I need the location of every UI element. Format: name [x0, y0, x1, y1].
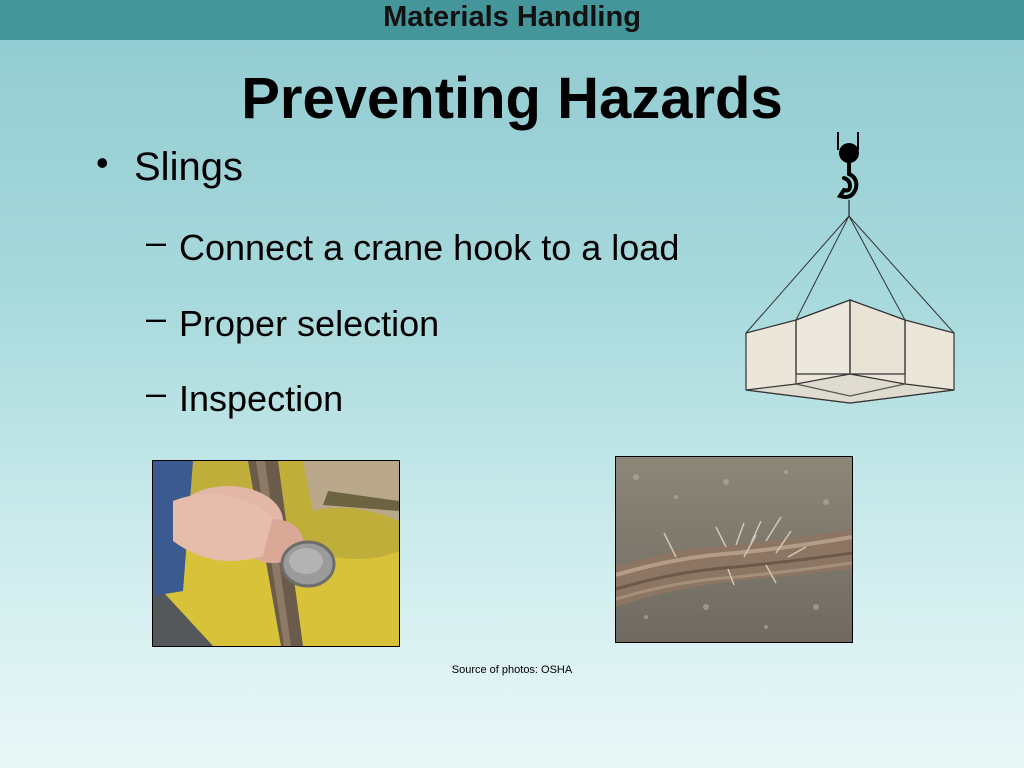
bullet-marker: •	[96, 142, 109, 183]
slide-title: Preventing Hazards	[241, 66, 783, 131]
bullet-text: Slings	[134, 145, 243, 189]
subitem-text: Proper selection	[179, 303, 440, 344]
photo-sling-tag	[152, 460, 400, 647]
subitem-text: Inspection	[179, 378, 344, 419]
header-title: Materials Handling	[383, 1, 641, 33]
crane-hook-sling-illustration	[740, 128, 962, 408]
photo-damaged-wire-rope	[615, 456, 853, 643]
hook-icon	[838, 132, 859, 216]
subitem-text: Connect a crane hook to a load	[179, 227, 680, 268]
photo-source-caption: Source of photos: OSHA	[451, 664, 573, 676]
subitem-marker: –	[146, 221, 167, 262]
sling-tag-image	[153, 461, 399, 646]
wire-rope-image	[616, 457, 852, 642]
subitem-marker: –	[146, 297, 167, 338]
header-bar	[0, 0, 1024, 40]
subitem-marker: –	[146, 372, 167, 413]
load-box	[746, 300, 954, 403]
